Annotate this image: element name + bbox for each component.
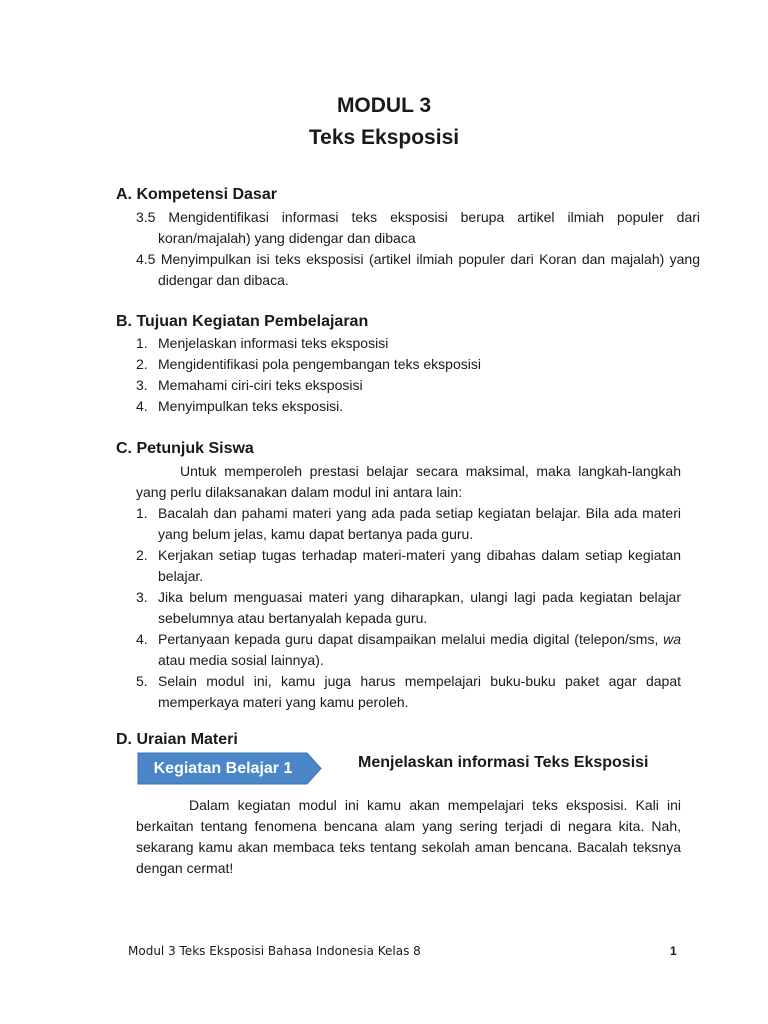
list-text: Memahami ciri-ciri teks eksposisi [158, 377, 363, 393]
list-text: Bacalah dan pahami materi yang ada pada setiap kegiatan belajar. Bila ada materi yang belum jelas, kamu dapat bertanya pada guru. [158, 505, 681, 542]
tujuan-list [136, 333, 700, 417]
kompetensi-dasar-list [136, 207, 700, 291]
list-text-italic: wa [663, 631, 681, 647]
list-number: 3. [136, 589, 148, 605]
list-text: Menyimpulkan teks eksposisi. [158, 398, 344, 414]
activity-title: Menjelaskan informasi Teks Eksposisi [358, 754, 649, 771]
list-text: Mengidentifikasi pola pengembangan teks eksposisi [158, 356, 481, 372]
module-title: MODUL 3 [336, 94, 432, 117]
list-number: 4. [136, 398, 148, 414]
list-item [136, 354, 700, 375]
list-item [136, 587, 681, 629]
section-d-heading: D. Uraian Materi [116, 731, 238, 748]
module-subtitle: Teks Eksposisi [308, 126, 460, 149]
page-number: 1 [670, 944, 677, 958]
badge-label: Kegiatan Belajar 1 [153, 760, 293, 777]
list-number: 1. [136, 505, 148, 521]
section-b-heading: B. Tujuan Kegiatan Pembelajaran [116, 313, 369, 330]
list-item [136, 333, 700, 354]
list-item [136, 629, 681, 671]
list-text: Selain modul ini, kamu juga harus mempelajari buku-buku paket agar dapat memperkaya materi yang kamu peroleh. [158, 673, 681, 710]
list-item: 4.5 Menyimpulkan isi teks eksposisi (artikel ilmiah populer dari Koran dan majalah) yang didengar dan dibaca. [136, 251, 700, 288]
petunjuk-intro: Untuk memperoleh prestasi belajar secara maksimal, maka langkah-langkah yang perlu dilaksanakan dalam modul ini antara lain: [136, 463, 681, 500]
list-number: 4. [136, 631, 148, 647]
footer-text: Modul 3 Teks Eksposisi Bahasa Indonesia Kelas 8 [128, 944, 421, 958]
list-item [136, 503, 681, 545]
list-number: 2. [136, 547, 148, 563]
list-text: atau media sosial lainnya). [158, 652, 324, 668]
list-item [136, 396, 700, 417]
kegiatan-belajar-badge [137, 752, 322, 785]
list-number: 3. [136, 377, 148, 393]
petunjuk-list [136, 503, 681, 713]
list-number: 2. [136, 356, 148, 372]
list-text: Pertanyaan kepada guru dapat disampaikan melalui media digital (telepon/sms, [158, 631, 664, 647]
list-number: 1. [136, 335, 148, 351]
section-c-heading: C. Petunjuk Siswa [116, 440, 254, 457]
section-a-heading: A. Kompetensi Dasar [116, 186, 277, 203]
uraian-paragraph: Dalam kegiatan modul ini kamu akan mempelajari teks eksposisi. Kali ini berkaitan tentang fenomena bencana alam yang sering terjadi di negara kita. Nah, sekarang kamu akan membaca teks tentang sekolah aman bencana. Bacalah teksnya dengan cermat! [136, 797, 681, 876]
list-text: Jika belum menguasai materi yang diharapkan, ulangi lagi pada kegiatan belajar sebelumnya atau bertanyalah kepada guru. [158, 589, 681, 626]
list-number: 5. [136, 673, 148, 689]
list-text: Menjelaskan informasi teks eksposisi [158, 335, 389, 351]
list-item: 3.5 Mengidentifikasi informasi teks eksposisi berupa artikel ilmiah populer dari koran/majalah) yang didengar dan dibaca [136, 209, 700, 246]
list-text: Kerjakan setiap tugas terhadap materi-materi yang dibahas dalam setiap kegiatan belajar. [158, 547, 681, 584]
list-item [136, 671, 681, 713]
list-item [136, 545, 681, 587]
list-item [136, 375, 700, 396]
